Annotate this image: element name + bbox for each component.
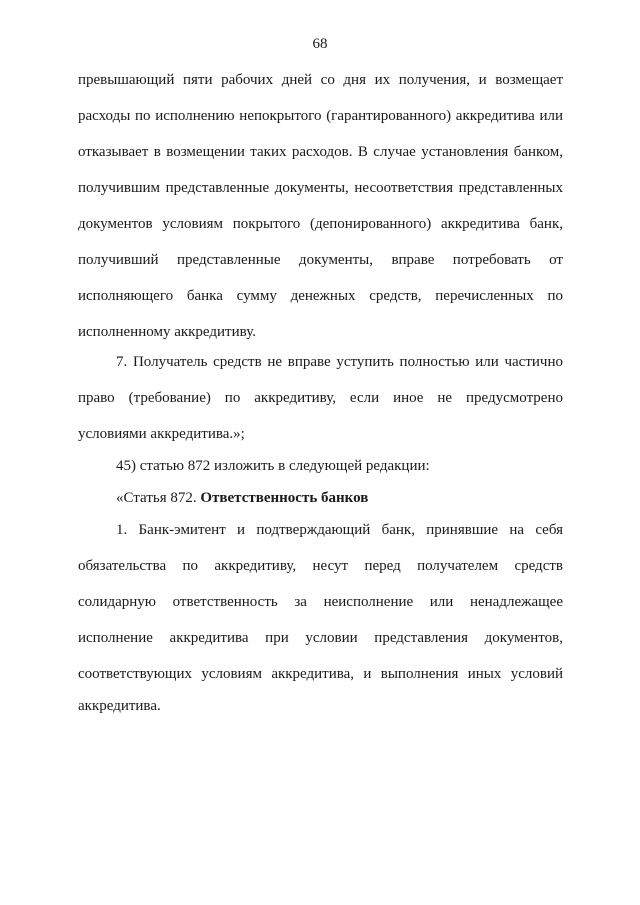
text-line: превышающий пяти рабочих дней со дня их получения, и возмещает bbox=[78, 72, 563, 88]
text-line: 1. Банк-эмитент и подтверждающий банк, принявшие на себя bbox=[116, 522, 563, 538]
text-line: исполняющего банка сумму денежных средств, перечисленных по bbox=[78, 288, 563, 304]
text-line: получившим представленные документы, несоответствия представленных bbox=[78, 180, 563, 196]
text-line: исполненному аккредитиву. bbox=[78, 324, 256, 340]
text-line: право (требование) по аккредитиву, если иное не предусмотрено bbox=[78, 390, 563, 406]
text-line: обязательства по аккредитиву, несут перед получателем средств bbox=[78, 558, 563, 574]
article-heading-title: Ответственность банков bbox=[200, 490, 369, 506]
page-number: 68 bbox=[312, 36, 328, 52]
text-line: солидарную ответственность за неисполнение или ненадлежащее bbox=[78, 594, 563, 610]
article-heading-prefix: «Статья 872. bbox=[116, 490, 201, 506]
text-line: исполнение аккредитива при условии представления документов, bbox=[78, 630, 563, 646]
text-line: отказывает в возмещении таких расходов. В случае установления банком, bbox=[78, 144, 563, 160]
text-line: 45) статью 872 изложить в следующей редакции: bbox=[116, 458, 430, 474]
text-line: документов условиям покрытого (депонированного) аккредитива банк, bbox=[78, 216, 563, 232]
text-line: получивший представленные документы, вправе потребовать от bbox=[78, 252, 563, 268]
text-line: аккредитива. bbox=[78, 698, 161, 714]
text-line: 7. Получатель средств не вправе уступить полностью или частично bbox=[116, 354, 563, 370]
article-heading bbox=[116, 488, 601, 508]
text-line: условиями аккредитива.»; bbox=[78, 426, 245, 442]
text-line: соответствующих условиям аккредитива, и выполнения иных условий bbox=[78, 666, 563, 682]
text-line: расходы по исполнению непокрытого (гарантированного) аккредитива или bbox=[78, 108, 563, 124]
